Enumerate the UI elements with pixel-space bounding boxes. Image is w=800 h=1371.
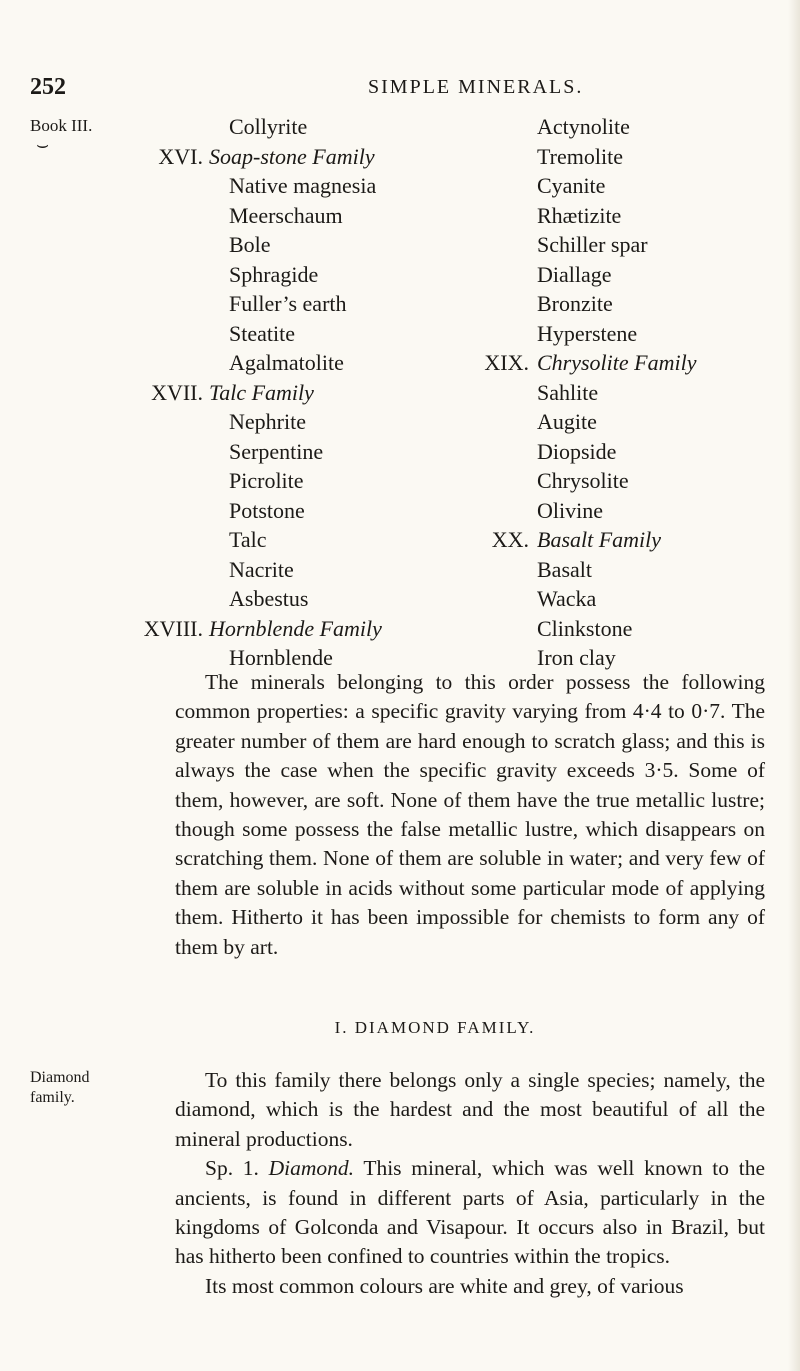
page-number: 252 <box>30 74 66 100</box>
family-heading: Basalt Family <box>537 527 662 552</box>
mineral-name: Bole <box>229 232 271 257</box>
mineral-name: Olivine <box>537 497 603 523</box>
mineral-name: Meerschaum <box>229 202 343 228</box>
section-heading: I. DIAMOND FAMILY. <box>334 1018 536 1037</box>
properties-paragraph <box>175 668 765 962</box>
mineral-name: Collyrite <box>229 114 308 139</box>
family-heading: Talc Family <box>209 379 314 405</box>
diamond-family-margin-note <box>30 1068 90 1108</box>
species-name: Diamond. <box>268 1156 355 1181</box>
running-title: SIMPLE MINERALS. <box>368 76 584 98</box>
mineral-name: Augite <box>537 409 597 434</box>
mineral-name: Serpentine <box>229 438 324 464</box>
family-heading: Chrysolite Family <box>537 350 697 375</box>
paragraph-text: The minerals belonging to this order possess the following common properties: a specific gravity varying from 4·4 to 0·7. The greater number of them are hard enough to scratch glass; and this is always the case when the specific gravity exceeds 3·5. Some of them, however, are soft. None of them have the true metallic lustre; though some possess the false metallic lustre, which disappears on scratching them. None of them are soluble in water; and very few of them are soluble in acids without some particular mode of applying them. Hitherto it has been impossible for chemists to form any of them by art. <box>175 670 765 959</box>
mineral-name: Wacka <box>537 586 597 611</box>
page-edge-shadow <box>788 0 800 1371</box>
species-paragraph <box>175 1154 765 1272</box>
mineral-name: Picrolite <box>229 468 304 493</box>
family-number: XIX. <box>484 350 529 375</box>
mineral-name: Asbestus <box>229 586 309 611</box>
mineral-name: Sphragide <box>229 261 319 287</box>
mineral-name: Bronzite <box>537 291 613 316</box>
mineral-name: Nacrite <box>229 556 294 582</box>
mineral-name: Agalmatolite <box>229 350 344 375</box>
species-text: This mineral, which was well known to the ancients, is found in different parts of Asia, particularly in the kingdoms of Golconda and Visapour. It occurs also in Brazil, but has hitherto been confined to countries within the tropics. <box>175 1156 765 1269</box>
mineral-name: Steatite <box>229 320 295 346</box>
family-heading: Hornblende Family <box>209 615 382 641</box>
margin-note-line: Diamond <box>30 1069 90 1086</box>
mineral-name: Basalt <box>537 556 592 582</box>
page-header <box>30 74 770 104</box>
margin-note-line: family. <box>30 1089 75 1106</box>
diamond-family-paragraph <box>175 1066 765 1301</box>
family-number: XVIII. <box>143 615 203 641</box>
book-margin-label: Book III. <box>30 116 93 135</box>
mineral-name: Actynolite <box>537 114 630 139</box>
mineral-name: Tremolite <box>537 143 623 169</box>
mineral-name: Schiller spar <box>537 232 648 257</box>
mineral-name: Potstone <box>229 497 305 523</box>
mineral-name: Chrysolite <box>537 468 629 493</box>
mineral-name: Rhætizite <box>537 202 622 228</box>
mineral-name: Fuller’s earth <box>229 291 347 316</box>
family-number: XVII. <box>151 379 203 405</box>
book-brace-ornament: ⌣ <box>36 134 50 156</box>
family-number: XVI. <box>158 143 203 169</box>
mineral-name: Clinkstone <box>537 615 633 641</box>
species-number: Sp. 1. <box>205 1156 269 1181</box>
family-number: XX. <box>491 527 529 552</box>
mineral-name: Talc <box>229 527 267 552</box>
mineral-name: Iron clay <box>537 645 616 670</box>
mineral-name: Cyanite <box>537 173 606 198</box>
paragraph-text: To this family there belongs only a single species; namely, the diamond, which is the hardest and the most beautiful of all the mineral productions. <box>175 1068 765 1151</box>
mineral-name: Diallage <box>537 261 612 287</box>
mineral-name: Sahlite <box>537 379 599 405</box>
mineral-name: Hornblende <box>229 645 333 670</box>
mineral-name: Diopside <box>537 438 617 464</box>
mineral-name: Nephrite <box>229 409 306 434</box>
family-heading: Soap-stone Family <box>209 143 375 169</box>
paragraph-text: Its most common colours are white and grey, of various <box>205 1273 684 1298</box>
mineral-name: Hyperstene <box>537 320 638 346</box>
mineral-name: Native magnesia <box>229 173 377 198</box>
